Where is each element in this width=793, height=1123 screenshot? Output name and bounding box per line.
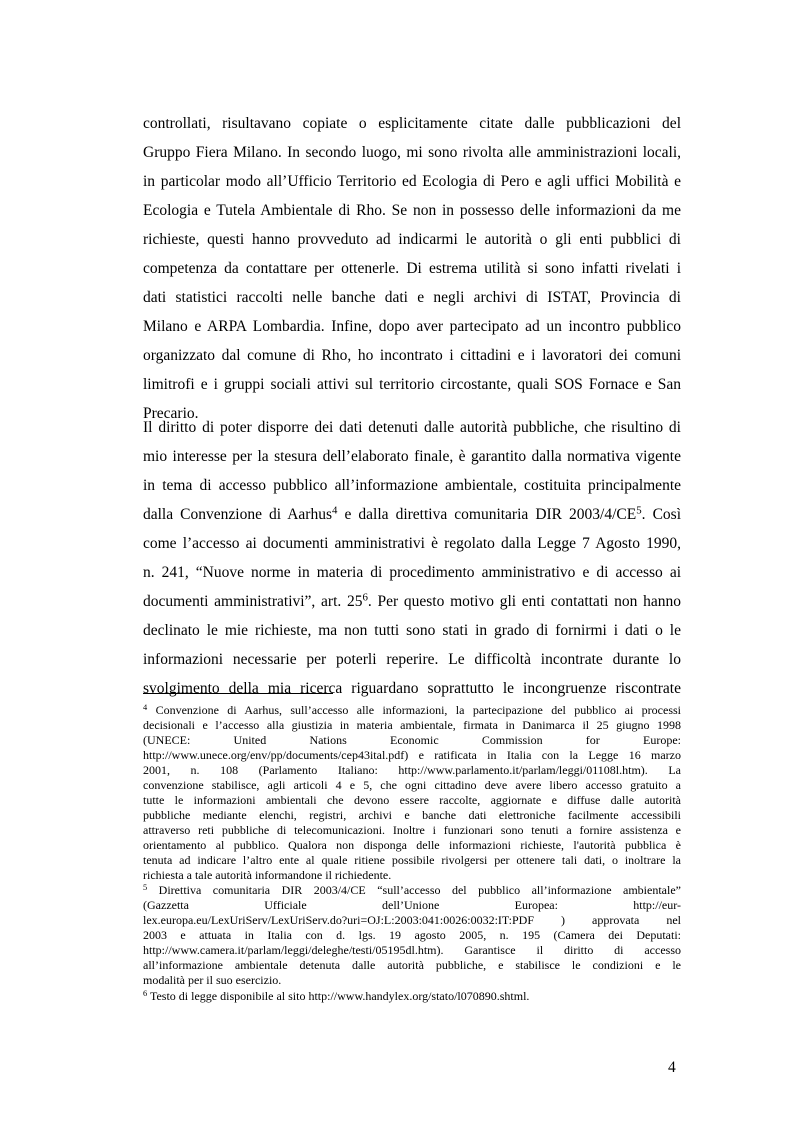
footnote-ref[interactable]: 6 [362, 591, 368, 604]
footnote-ref[interactable]: 4 [332, 504, 338, 517]
body-line: controllati, risultavano copiate o esplicitamente citate dalle pubblicazioni del [143, 115, 681, 132]
footnote-line: tutte le informazioni ambientali che devono essere raccolte, aggiornate e diffuse dalle autorità [143, 793, 681, 807]
footnote-line: (Gazzetta Ufficiale dell’Unione Europea: http://eur- [143, 898, 681, 912]
footnote-line: orientamento al pubblico. Qualora non disponga delle informazioni richieste, l'autorità pubblica è [143, 838, 681, 852]
body-line: Gruppo Fiera Milano. In secondo luogo, mi sono rivolta alle amministrazioni locali, [143, 144, 681, 161]
footnote-line: attraverso reti pubbliche di telecomunicazioni. Inoltre i funzionari sono tenuti a fornire assistenza e [143, 823, 681, 837]
footnote-line: (UNECE: United Nations Economic Commission for Europe: [143, 733, 681, 747]
body-line: organizzato dal comune di Rho, ho incontrato i cittadini e i lavoratori dei comuni [143, 347, 681, 364]
body-line: dalla Convenzione di Aarhus$^4$ e dalla direttiva comunitaria DIR $2003/4/CE^5$. Così [143, 504, 682, 523]
footnote-line: convenzione stabilisce, agli articoli 4 e 5, che ogni cittadino deve avere libero accesso gratuito a [143, 778, 681, 792]
body-line: Il diritto di poter disporre dei dati detenuti dalle autorità pubbliche, che risultino di [143, 419, 681, 436]
footnote-line: richiesta a tale autorità informandone il richiedente. [143, 868, 392, 882]
footnote-line: $^5$ Direttiva comunitaria DIR 2003/4/CE “sull’accesso del pubblico all’informazione ambientale” [143, 882, 681, 897]
body-line: Milano e ARPA Lombardia. Infine, dopo aver partecipato ad un incontro pubblico [143, 318, 681, 335]
body-line: Precario. [143, 405, 199, 422]
footnote-line: tenuta ad indicare l’altro ente al quale ritiene possibile rivolgersi per ottenere tali dati, o inoltrare la [143, 853, 681, 867]
footnote-line: 2003 e attuata in Italia con d. lgs. 19 agosto 2005, n. 195 (Camera dei Deputati: [143, 928, 681, 942]
body-line: declinato le mie richieste, ma non tutti sono stati in grado di fornirmi i dati o le [143, 622, 681, 639]
footnote-line: pubbliche mediante elenchi, registri, archivi e banche dati elettroniche facilmente accessibili [143, 808, 681, 822]
footnote-line: $^6$ Testo di legge disponibile al sito http://www.handylex.org/stato/l070890.shtml. [143, 988, 530, 1003]
body-line: svolgimento della mia ricerca riguardano soprattutto le incongruenze riscontrate [143, 680, 681, 697]
body-line: competenza da contattare per ottenerle. Di estrema utilità si sono infatti rivelati i [143, 260, 681, 277]
body-line: in particolar modo all’Ufficio Territorio ed Ecologia di Pero e agli uffici Mobilità e [143, 173, 681, 190]
body-line: mio interesse per la stesura dell’elaborato finale, è garantito dalla normativa vigente [143, 448, 681, 465]
footnote-line: modalità per il suo esercizio. [143, 973, 282, 987]
body-line: informazioni necessarie per poterli reperire. Le difficoltà incontrate durante lo [143, 651, 681, 668]
footnote-marker: 5 [143, 882, 148, 892]
body-line: limitrofi e i gruppi sociali attivi sul territorio circostante, quali SOS Fornace e San [143, 376, 681, 393]
footnote-marker: 6 [143, 988, 148, 998]
body-line: dati statistici raccolti nelle banche dati e negli archivi di ISTAT, Provincia di [143, 289, 681, 306]
body-line: Ecologia e Tutela Ambientale di Rho. Se non in possesso delle informazioni da me [143, 202, 681, 219]
footnote-line: lex.europa.eu/LexUriServ/LexUriServ.do?uri=OJ:L:2003:041:0026:0032:IT:PDF ) approvata nel [143, 913, 681, 927]
footnote-line: http://www.unece.org/env/pp/documents/cep43ital.pdf) e ratificata in Italia con la Legge 16 marzo [143, 748, 681, 762]
body-line: in tema di accesso pubblico all’informazione ambientale, costituita principalmente [143, 477, 681, 494]
body-line: documenti amministrativi”, art. $25^6$. Per questo motivo gli enti contattati non hanno [143, 591, 681, 610]
footnote-marker: 4 [143, 702, 148, 712]
footnote-line: $^4$ Convenzione di Aarhus, sull’accesso alle informazioni, la partecipazione del pubblico ai processi [143, 702, 681, 717]
body-line: richieste, questi hanno provveduto ad indicarmi le autorità o gli enti pubblici di [143, 231, 681, 248]
footnote-line: all’informazione ambientale detenuta dalle autorità pubbliche, e stabilisce le condizioni e le [143, 958, 681, 972]
body-line: come l’accesso ai documenti amministrativi è regolato dalla Legge 7 Agosto 1990, [143, 535, 681, 552]
footnote-line: http://www.camera.it/parlam/leggi/deleghe/testi/05195dl.htm). Garantisce il diritto di accesso [143, 943, 681, 957]
footnote-ref[interactable]: 5 [636, 504, 642, 517]
footnote-separator [143, 693, 333, 694]
page-number: 4 [668, 1059, 676, 1076]
body-line: n. 241, “Nuove norme in materia di procedimento amministrativo e di accesso ai [143, 564, 681, 581]
footnote-line: 2001, n. 108 (Parlamento Italiano: http://www.parlamento.it/parlam/leggi/01108l.htm). La [143, 763, 681, 777]
footnote-line: decisionali e l’accesso alla giustizia in materia ambientale, firmata in Danimarca il 25 giugno 1998 [143, 718, 681, 732]
